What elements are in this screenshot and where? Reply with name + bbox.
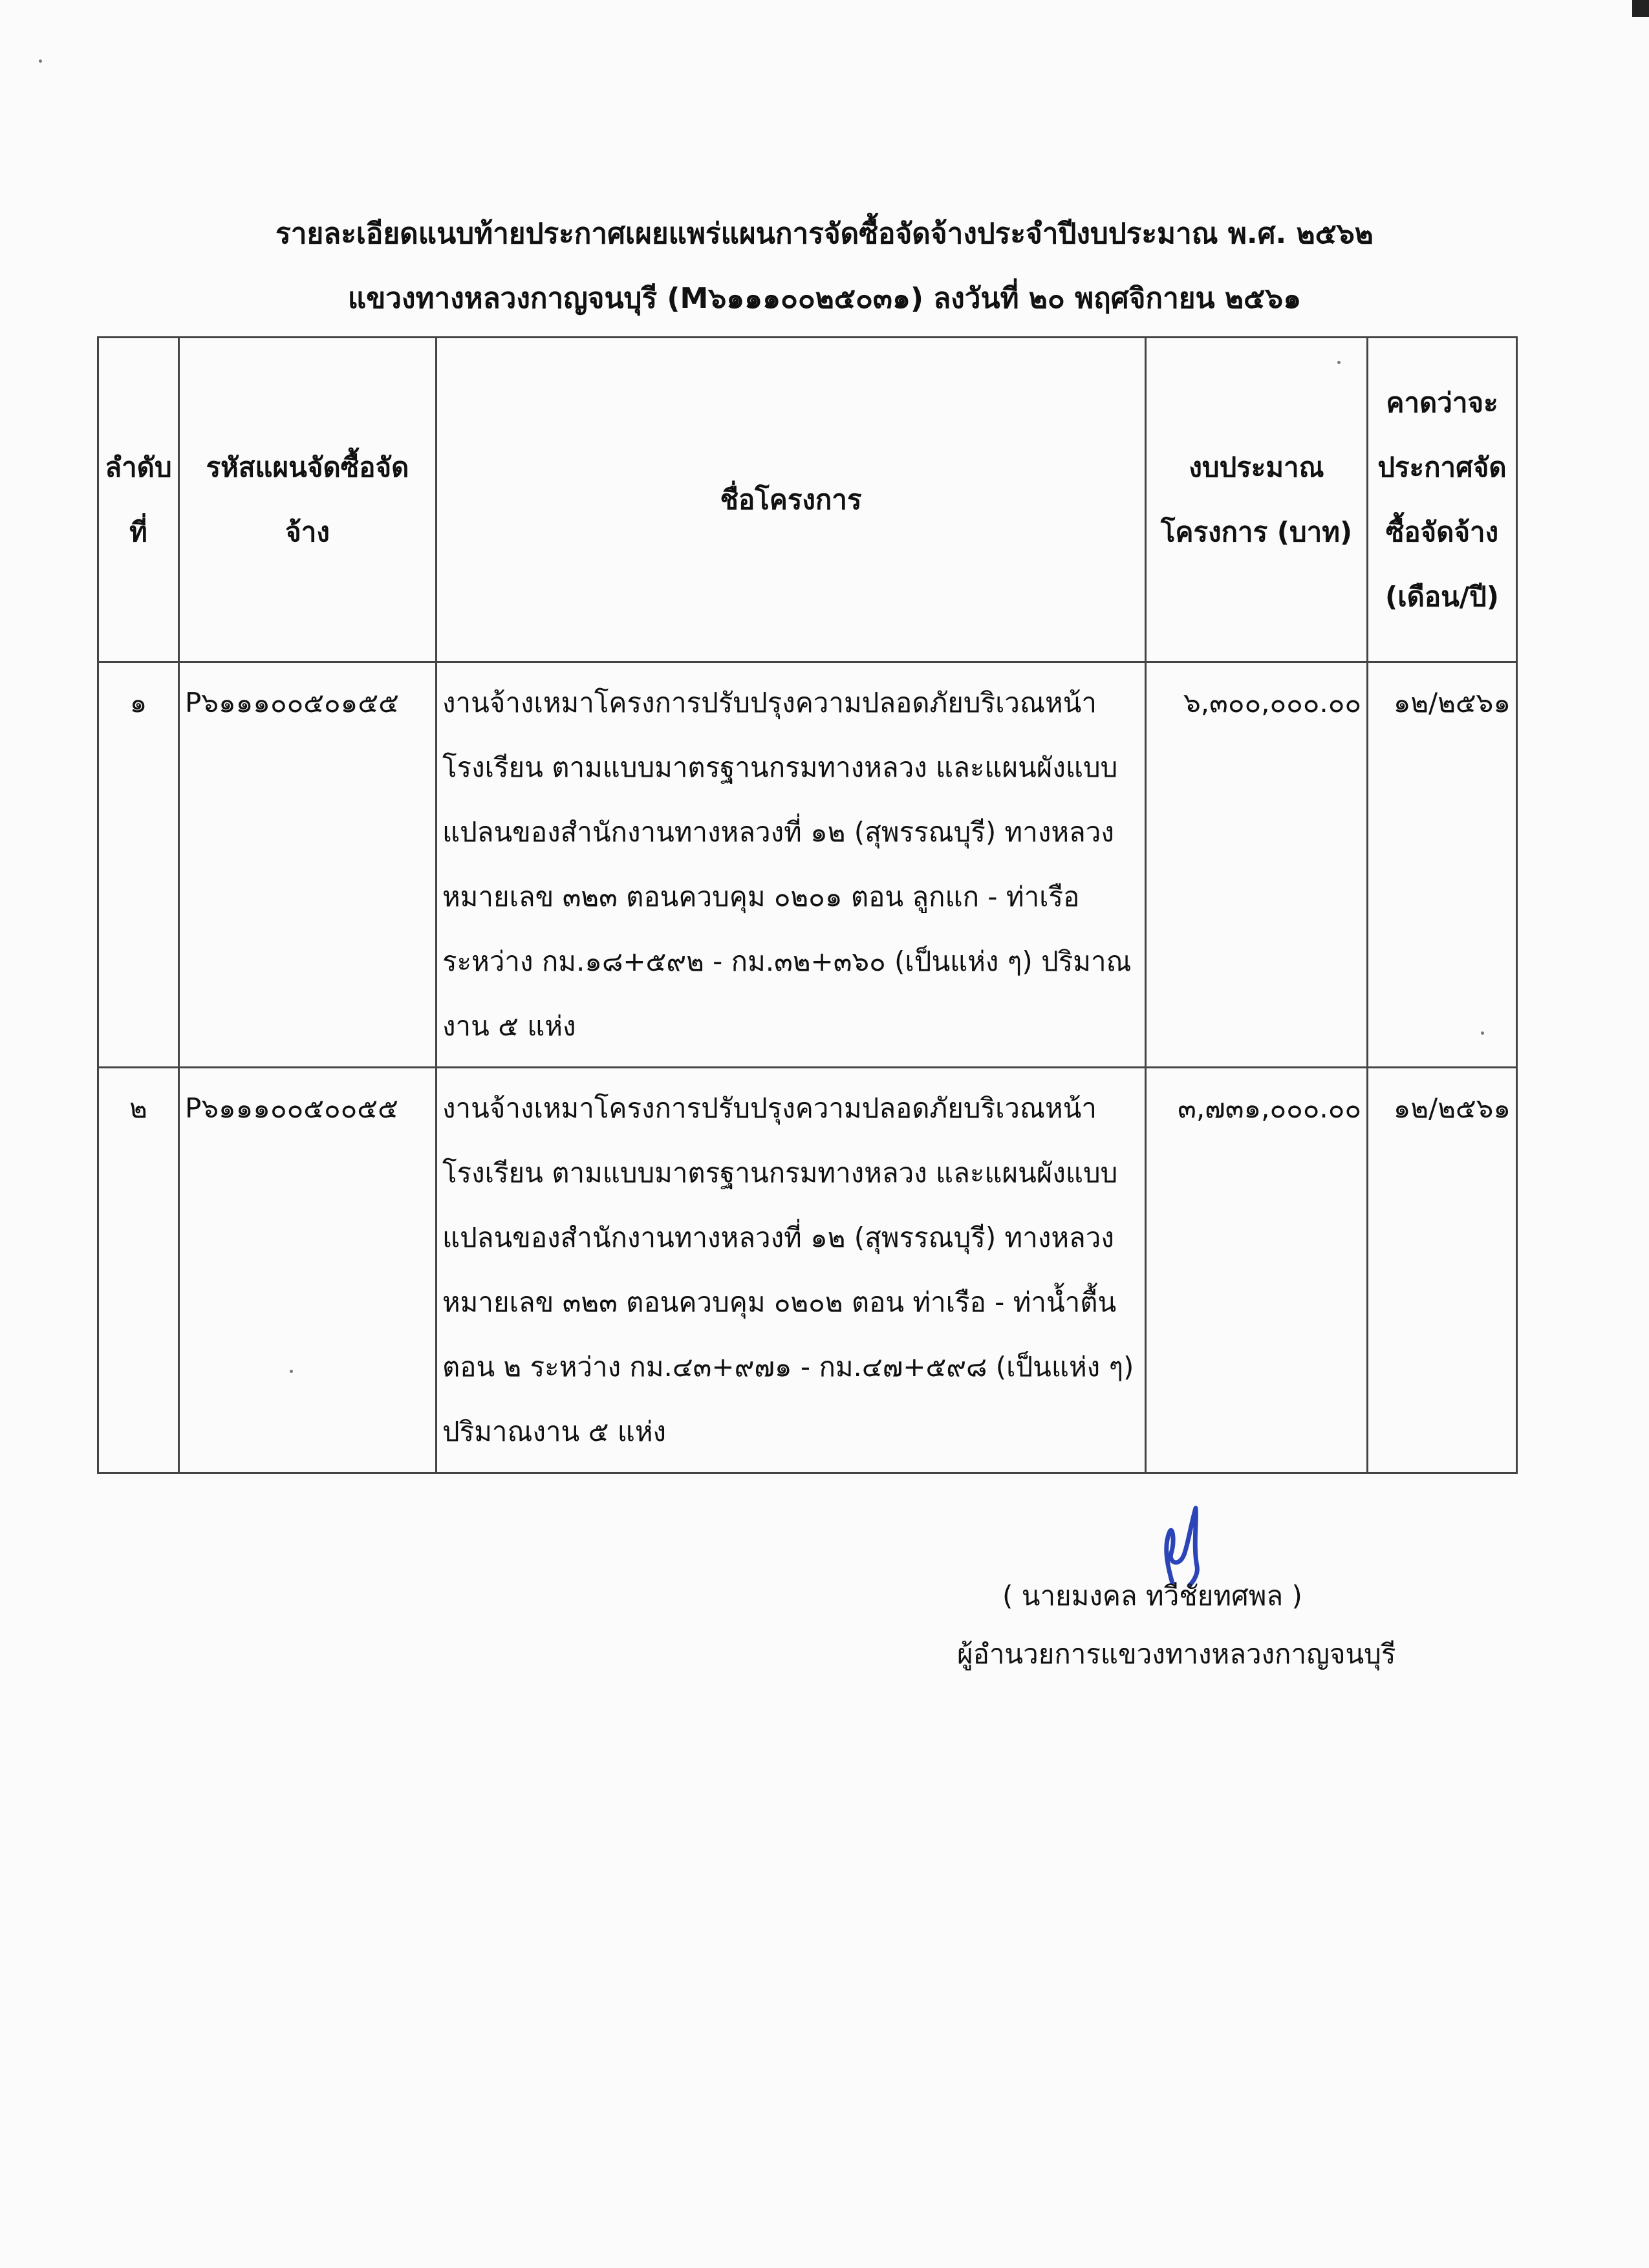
scan-speck	[39, 59, 42, 63]
table-header-row	[98, 338, 1517, 662]
header-expected-announce-date: คาดว่าจะประกาศจัดซื้อจัดจ้าง (เดือน/ปี)	[1368, 338, 1517, 662]
row-announce-date: ๑๒/๒๕๖๑	[1368, 662, 1517, 1068]
signer-name: ( นายมงคล ทวีชัยทศพล )	[1002, 1580, 1302, 1612]
header-plan-code: รหัสแผนจัดซื้อจัดจ้าง	[179, 338, 436, 662]
signer-position: ผู้อำนวยการแขวงทางหลวงกาญจนบุรี	[957, 1638, 1396, 1670]
row-sequence-number: ๑	[98, 662, 179, 1068]
row-announce-date: ๑๒/๒๕๖๑	[1368, 1068, 1517, 1473]
document-title-line1: รายละเอียดแนบท้ายประกาศเผยแพร่แผนการจัดซื้อจัดจ้างประจำปีงบประมาณ พ.ศ. ๒๕๖๒	[275, 217, 1374, 250]
scan-edge-mark	[1632, 0, 1649, 17]
procurement-plan-table	[97, 336, 1518, 1474]
header-project-name: ชื่อโครงการ	[436, 338, 1146, 662]
document-title-line2: แขวงทางหลวงกาญจนบุรี (M๖๑๑๑๐๐๒๕๐๓๑) ลงวันที่ ๒๐ พฤศจิกายน ๒๕๖๑	[347, 282, 1302, 315]
row-budget: ๖,๓๐๐,๐๐๐.๐๐	[1146, 662, 1368, 1068]
header-sequence-number: ลำดับที่	[98, 338, 179, 662]
row-sequence-number: ๒	[98, 1068, 179, 1473]
table-row	[98, 662, 1517, 1068]
row-plan-code: P๖๑๑๑๐๐๕๐๑๕๕	[179, 662, 436, 1068]
table-row	[98, 1068, 1517, 1473]
row-plan-code: P๖๑๑๑๐๐๕๐๐๕๕	[179, 1068, 436, 1473]
row-project-name: งานจ้างเหมาโครงการปรับปรุงความปลอดภัยบริเวณหน้าโรงเรียน ตามแบบมาตรฐานกรมทางหลวง และแผนผังแบบแปลนของสำนักงานทางหลวงที่ ๑๒ (สุพรรณบุรี) ทางหลวงหมายเลข ๓๒๓ ตอนควบคุม ๐๒๐๑ ตอน ลูกแก - ท่าเรือ ระหว่าง กม.๑๘+๕๙๒ - กม.๓๒+๓๖๐ (เป็นแห่ง ๆ) ปริมาณงาน ๕ แห่ง	[436, 662, 1146, 1068]
header-budget: งบประมาณโครงการ (บาท)	[1146, 338, 1368, 662]
row-project-name: งานจ้างเหมาโครงการปรับปรุงความปลอดภัยบริเวณหน้าโรงเรียน ตามแบบมาตรฐานกรมทางหลวง และแผนผังแบบแปลนของสำนักงานทางหลวงที่ ๑๒ (สุพรรณบุรี) ทางหลวงหมายเลข ๓๒๓ ตอนควบคุม ๐๒๐๒ ตอน ท่าเรือ - ท่าน้ำตื้น ตอน ๒ ระหว่าง กม.๔๓+๙๗๑ - กม.๔๗+๕๙๘ (เป็นแห่ง ๆ) ปริมาณงาน ๕ แห่ง	[436, 1068, 1146, 1473]
row-budget: ๓,๗๓๑,๐๐๐.๐๐	[1146, 1068, 1368, 1473]
